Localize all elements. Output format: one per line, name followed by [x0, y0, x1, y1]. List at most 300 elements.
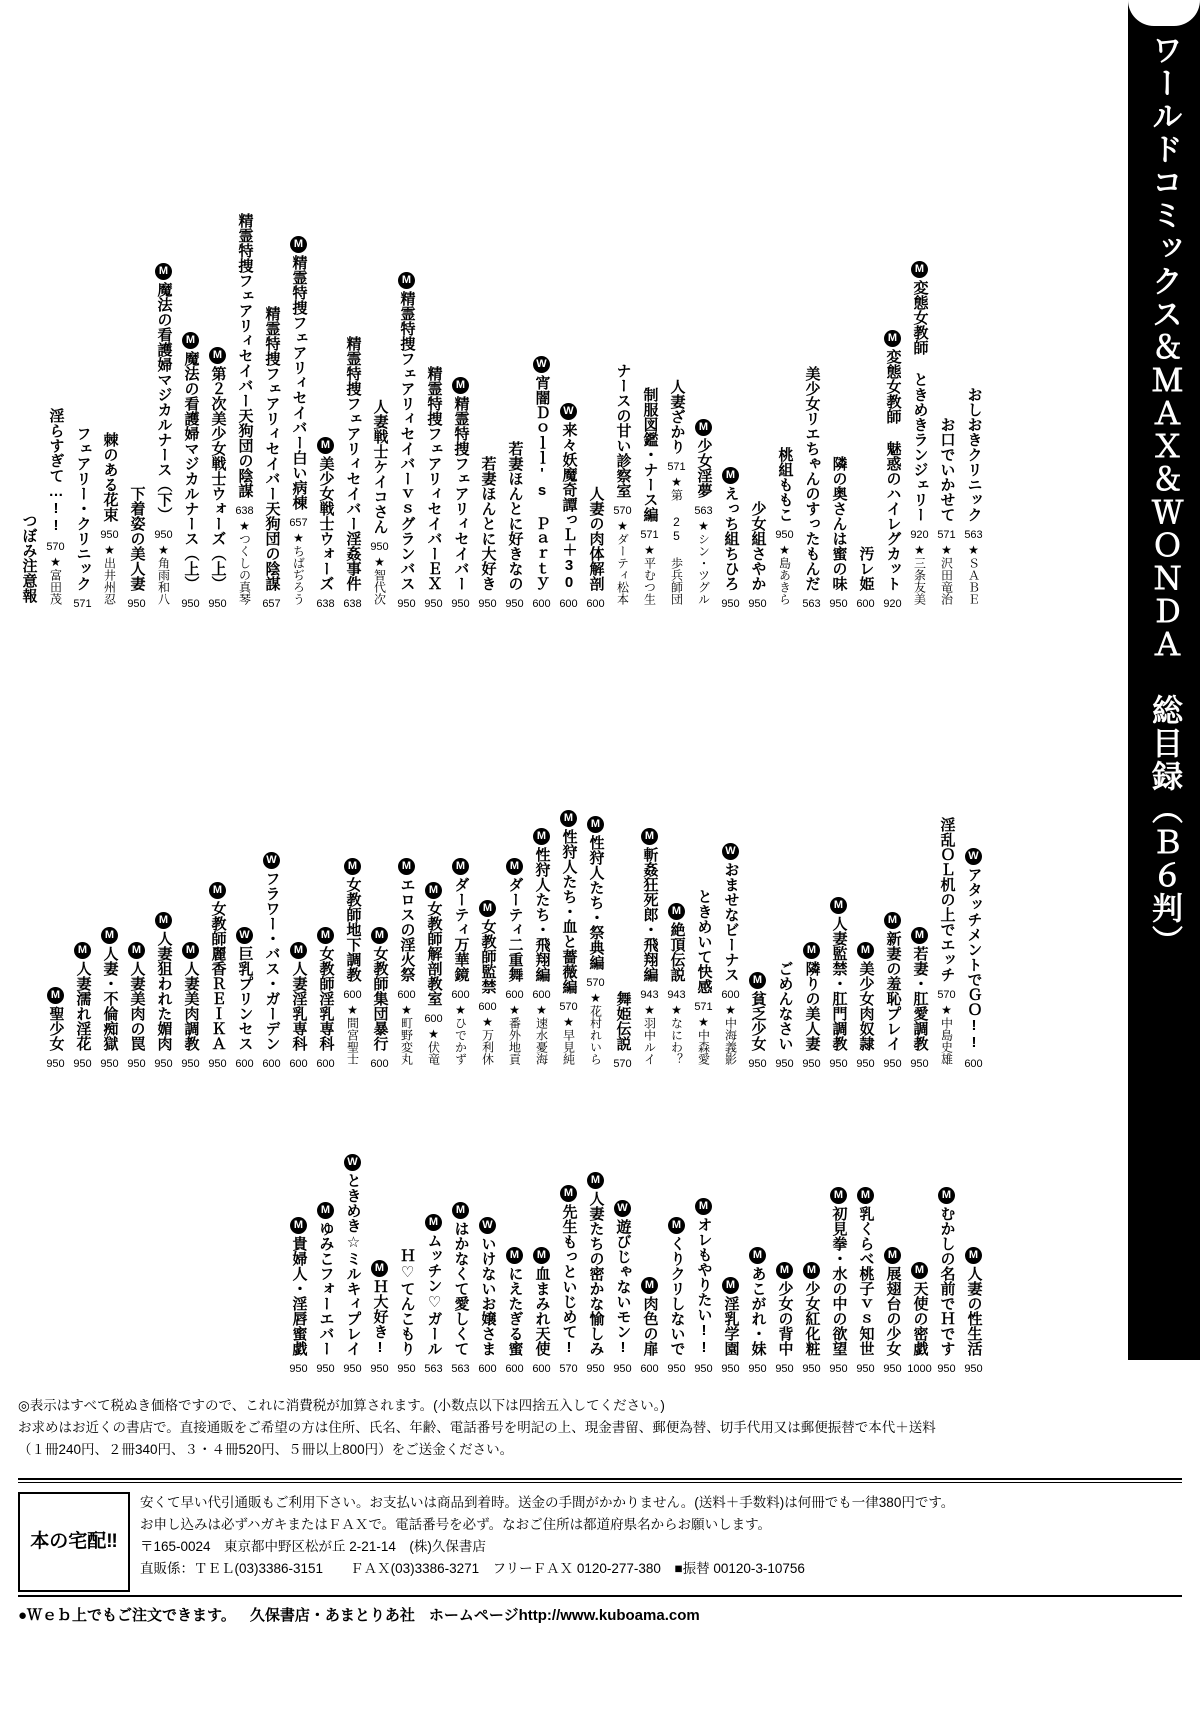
- book-title: 変態女教師 ときめきランジェリー: [911, 280, 929, 522]
- book-title: 乳くらべ桃子ｖｓ知世: [857, 1206, 875, 1356]
- author-name: ★ひでかず: [453, 1003, 468, 1065]
- book-title: ゆみこフォーエバー: [317, 1221, 335, 1356]
- book-price: 950: [289, 1363, 308, 1375]
- catalog-entry: [96, 413, 123, 610]
- catalog-entry: [42, 389, 69, 610]
- book-title: アタッチメントでＧＯ!!: [965, 867, 983, 1051]
- book-price: 950: [208, 1058, 227, 1070]
- book-title: 性狩人たち・飛翔編: [533, 847, 551, 982]
- publisher-mark-icon: M: [560, 1185, 577, 1202]
- book-price: 563: [964, 529, 983, 541]
- publisher-mark-icon: M: [398, 272, 415, 289]
- book-price: 600: [262, 1058, 281, 1070]
- book-price: 600: [532, 989, 551, 1001]
- catalog-section-3: [0, 1075, 1030, 1375]
- catalog-entry: [285, 236, 312, 610]
- book-price: 600: [505, 989, 524, 1001]
- publisher-mark-icon: M: [695, 1198, 712, 1215]
- catalog-entry: [447, 1202, 474, 1375]
- catalog-entry: [150, 263, 177, 610]
- author-name: ★中島史雄: [939, 1003, 954, 1065]
- book-title: 貴婦人・淫唇蜜戯: [290, 1236, 308, 1356]
- book-price: 600: [640, 1363, 659, 1375]
- catalog-entry: [501, 858, 528, 1070]
- author-name: ★なにわ？: [669, 1003, 684, 1065]
- catalog-entry: [231, 194, 258, 610]
- book-price: 943: [640, 989, 659, 1001]
- book-price: 950: [181, 1058, 200, 1070]
- book-title: 第２次美少女戦士ウォーズ（上）: [209, 366, 227, 591]
- publisher-mark-icon: [776, 428, 793, 445]
- publisher-mark-icon: [614, 972, 631, 989]
- publisher-mark-icon: [803, 347, 820, 364]
- book-title: 淫らすぎて…!!: [47, 408, 65, 534]
- book-title: 淫乳学園: [722, 1296, 740, 1356]
- catalog-entry: [42, 987, 69, 1070]
- publisher-mark-icon: M: [938, 1187, 955, 1204]
- publisher-mark-icon: M: [911, 927, 928, 944]
- catalog-entry: [393, 858, 420, 1070]
- book-price: 600: [451, 989, 470, 1001]
- book-title: 少女淫夢: [695, 438, 713, 498]
- catalog-entry: [879, 330, 906, 610]
- catalog-entry: [798, 1262, 825, 1375]
- author-name: ★番外地貢: [507, 1003, 522, 1065]
- catalog-entry: [582, 1172, 609, 1375]
- book-price: 950: [829, 1363, 848, 1375]
- publisher-mark-icon: M: [695, 419, 712, 436]
- catalog-entry: [447, 858, 474, 1070]
- publisher-mark-icon: M: [425, 882, 442, 899]
- book-price: 657: [262, 598, 281, 610]
- catalog-entry: [528, 1247, 555, 1375]
- book-title: 人妻戦士ケイコさん: [371, 399, 389, 534]
- book-price: 920: [910, 529, 929, 541]
- book-price: 950: [937, 1363, 956, 1375]
- book-price: 950: [451, 598, 470, 610]
- book-price: 570: [937, 989, 956, 1001]
- book-price: 600: [478, 1363, 497, 1375]
- legal-line-2: お求めはお近くの書店で。直接通販をご希望の方は住所、氏名、年齢、電話番号を明記の上、現金書留、郵便為替、切手代用又は郵便振替で本代＋送料: [18, 1420, 936, 1435]
- publisher-mark-icon: [371, 380, 388, 397]
- catalog-entry: [906, 261, 933, 610]
- book-title: 精霊特捜フェアリィセイバー淫姦事件: [344, 336, 362, 591]
- book-title: 精霊特捜フェアリィセイバーＥＸ: [425, 366, 443, 591]
- book-title: 血まみれ天使: [533, 1266, 551, 1356]
- catalog-entry: [609, 972, 636, 1070]
- publisher-mark-icon: W: [344, 1154, 361, 1171]
- book-title: 女教師解剖教室: [425, 901, 443, 1006]
- publisher-mark-icon: M: [452, 377, 469, 394]
- book-title: あこがれ・妹: [749, 1266, 767, 1356]
- publisher-mark-icon: M: [182, 942, 199, 959]
- book-title: 女教師監禁: [479, 919, 497, 994]
- book-title: 人妻の肉体解剖: [587, 486, 605, 591]
- book-price: 600: [478, 1001, 497, 1013]
- book-price: 950: [883, 1363, 902, 1375]
- book-price: 950: [613, 1363, 632, 1375]
- book-title: 女教師地下調教: [344, 877, 362, 982]
- author-name: ★早見純: [561, 1015, 576, 1065]
- delivery-contact: 直販係：ＴＥＬ(03)3386-3151 ＦＡＸ(03)3386-3271 フリーＦＡＸ 0120-277-380 ■振替 00120-3-10756: [140, 1561, 805, 1576]
- catalog-entry: [852, 527, 879, 610]
- book-title: ときめいて快感: [695, 889, 713, 994]
- book-title: 絶頂伝説: [668, 922, 686, 982]
- publisher-mark-icon: M: [209, 882, 226, 899]
- catalog-entry: [204, 882, 231, 1070]
- publisher-mark-icon: [641, 368, 658, 385]
- book-title: にえたぎる蜜: [506, 1266, 524, 1356]
- catalog-entry: [852, 942, 879, 1070]
- book-title: お口でいかせて: [938, 417, 956, 522]
- book-price: 563: [424, 1363, 443, 1375]
- author-name: ★町野変丸: [399, 1003, 414, 1065]
- catalog-entry: [960, 1247, 987, 1375]
- publisher-mark-icon: [236, 194, 253, 211]
- book-price: 563: [451, 1363, 470, 1375]
- catalog-entry: [636, 368, 663, 610]
- catalog-entry: [852, 1187, 879, 1375]
- author-name: ★羽中ルイ: [642, 1003, 657, 1065]
- publisher-mark-icon: M: [776, 1262, 793, 1279]
- catalog-entry: [285, 1217, 312, 1375]
- publisher-mark-icon: W: [263, 852, 280, 869]
- publisher-mark-icon: [74, 407, 91, 424]
- home-delivery-badge: 本の宅配‼: [18, 1492, 130, 1592]
- footer-homepage[interactable]: ホームページhttp://www.kuboama.com: [428, 1607, 700, 1624]
- book-title: ムッチン♡ガール: [425, 1233, 443, 1356]
- publisher-mark-icon: M: [857, 1187, 874, 1204]
- book-title: 少女組さやか: [749, 501, 767, 591]
- book-title: 淫乱ＯＬ机の上でエッチ: [938, 817, 956, 982]
- catalog-entry: [312, 437, 339, 610]
- author-name: ★角雨和八: [156, 543, 171, 605]
- publisher-mark-icon: M: [749, 972, 766, 989]
- book-title: 変態女教師 魅惑のハイレグカット: [884, 349, 902, 591]
- book-title: 人妻の性生活: [965, 1266, 983, 1356]
- publisher-mark-icon: M: [290, 1217, 307, 1234]
- catalog-entry: [609, 1200, 636, 1375]
- catalog-entry: [825, 437, 852, 610]
- catalog-entry: [393, 1229, 420, 1375]
- publisher-mark-icon: M: [155, 912, 172, 929]
- book-title: 人妻たちの密かな愉しみ: [587, 1191, 605, 1356]
- publisher-mark-icon: M: [371, 1260, 388, 1277]
- publisher-mark-icon: M: [830, 1187, 847, 1204]
- publisher-mark-icon: W: [533, 356, 550, 373]
- publisher-mark-icon: [668, 360, 685, 377]
- catalog-entry: [744, 1247, 771, 1375]
- catalog-entry: [339, 858, 366, 1070]
- publisher-mark-icon: M: [533, 1247, 550, 1264]
- book-title: ダーティ万華鏡: [452, 877, 470, 982]
- author-name: ★万利休: [480, 1015, 495, 1065]
- publisher-mark-icon: M: [290, 942, 307, 959]
- catalog-entry: [15, 494, 42, 610]
- book-price: 571: [73, 598, 92, 610]
- author-name: ★間宮聖士: [345, 1003, 360, 1065]
- book-price: 950: [775, 1058, 794, 1070]
- book-title: 新妻の羞恥プレイ: [884, 931, 902, 1051]
- book-price: 570: [613, 1058, 632, 1070]
- publisher-mark-icon: W: [560, 403, 577, 420]
- catalog-entry: [339, 1154, 366, 1375]
- book-title: 若妻ほんとに好きなの: [506, 441, 524, 591]
- book-price: 920: [883, 598, 902, 610]
- publisher-mark-icon: M: [668, 1217, 685, 1234]
- book-title: 初見拳・水の中の欲望: [830, 1206, 848, 1356]
- book-title: 若妻ほんとに大好き: [479, 456, 497, 591]
- publisher-mark-icon: M: [722, 1277, 739, 1294]
- book-price: 950: [100, 1058, 119, 1070]
- catalog-entry: [285, 942, 312, 1070]
- catalog-entry: [744, 972, 771, 1070]
- publisher-mark-icon: M: [452, 1202, 469, 1219]
- book-title: 魔法の看護婦マジカルナース（上）: [182, 351, 200, 591]
- publisher-mark-icon: M: [128, 942, 145, 959]
- publisher-mark-icon: [614, 344, 631, 361]
- book-price: 950: [856, 1058, 875, 1070]
- book-price: 638: [235, 505, 254, 517]
- book-title: 桃組ももこ: [776, 447, 794, 522]
- book-price: 950: [775, 529, 794, 541]
- book-title: 精霊特捜フェアリィセイバーｖｓグランバス: [398, 291, 416, 591]
- book-price: 950: [802, 1363, 821, 1375]
- book-title: 遊びじゃないモン!: [614, 1219, 632, 1356]
- book-title: 貧乏少女: [749, 991, 767, 1051]
- author-name: ★ちばぢろう: [291, 531, 306, 605]
- publisher-mark-icon: M: [344, 858, 361, 875]
- book-title: フェアリー・クリニック: [74, 426, 92, 591]
- book-title: フラワー・バス・ガーデン: [263, 871, 281, 1051]
- book-price: 950: [721, 598, 740, 610]
- book-price: 600: [505, 1363, 524, 1375]
- book-title: 隣りの美人妻: [803, 961, 821, 1051]
- book-title: 精霊特捜フェアリィセイバー: [452, 396, 470, 591]
- publisher-mark-icon: W: [965, 848, 982, 865]
- book-price: 600: [532, 598, 551, 610]
- catalog-entry: [204, 347, 231, 610]
- book-title: 少女の背中: [776, 1281, 794, 1356]
- catalog-entry: [366, 380, 393, 610]
- catalog-entry: [393, 272, 420, 610]
- book-price: 950: [208, 598, 227, 610]
- book-title: 精霊特捜フェアリィセイバー白い病棟: [290, 255, 308, 510]
- catalog-entry: [798, 347, 825, 610]
- book-price: 950: [748, 1363, 767, 1375]
- author-name: ★沢田竜治: [939, 543, 954, 605]
- publisher-mark-icon: M: [668, 903, 685, 920]
- catalog-entry: [150, 912, 177, 1070]
- publisher-mark-icon: M: [425, 1214, 442, 1231]
- book-title: 展翅台の少女: [884, 1266, 902, 1356]
- footer: [18, 1604, 1182, 1628]
- publisher-mark-icon: M: [317, 437, 334, 454]
- book-price: 950: [883, 1058, 902, 1070]
- book-title: ときめき☆ミルキィプレイ: [344, 1173, 362, 1356]
- publisher-mark-icon: M: [533, 828, 550, 845]
- book-title: 人妻美肉調教: [182, 961, 200, 1051]
- publisher-mark-icon: M: [911, 1262, 928, 1279]
- publisher-mark-icon: [830, 437, 847, 454]
- catalog-entry: [474, 1217, 501, 1375]
- book-price: 950: [748, 598, 767, 610]
- catalog-entry: [933, 798, 960, 1070]
- book-title: 汚レ姫: [857, 546, 875, 591]
- book-title: 若妻・肛愛調教: [911, 946, 929, 1051]
- book-price: 950: [748, 1058, 767, 1070]
- publisher-mark-icon: M: [911, 261, 928, 278]
- book-price: 950: [424, 598, 443, 610]
- book-price: 950: [181, 598, 200, 610]
- catalog-entry: [609, 344, 636, 610]
- publisher-mark-icon: W: [614, 1200, 631, 1217]
- publisher-mark-icon: M: [587, 1172, 604, 1189]
- publisher-mark-icon: M: [101, 927, 118, 944]
- publisher-mark-icon: M: [317, 927, 334, 944]
- catalog-entry: [96, 927, 123, 1070]
- book-title: 天使の密戯: [911, 1281, 929, 1356]
- author-name: ★シン・ツグル: [696, 519, 711, 605]
- book-title: エロスの淫火祭: [398, 877, 416, 982]
- book-title: いけないお嬢さま: [479, 1236, 497, 1356]
- catalog-entry: [771, 428, 798, 610]
- catalog-entry: [258, 852, 285, 1070]
- publisher-mark-icon: M: [155, 263, 172, 280]
- author-name: ★中森愛: [696, 1015, 711, 1065]
- publisher-mark-icon: M: [452, 858, 469, 875]
- catalog-entry: [123, 942, 150, 1070]
- book-price: 950: [694, 1363, 713, 1375]
- publisher-mark-icon: [938, 798, 955, 815]
- book-title: 美少女肉奴隷: [857, 961, 875, 1051]
- catalog-entry: [933, 1187, 960, 1375]
- publisher-mark-icon: M: [290, 236, 307, 253]
- publisher-mark-icon: [20, 494, 37, 511]
- author-name: ★つくしの真琴: [237, 519, 252, 605]
- book-title: 美少女戦士ウォーズ: [317, 456, 335, 591]
- book-price: 950: [397, 1363, 416, 1375]
- catalog-entry: [906, 927, 933, 1070]
- footer-web-note: ●Ｗｅｂ上でもご注文できます。: [18, 1607, 236, 1624]
- book-title: 肉色の扉: [641, 1296, 659, 1356]
- catalog-entry: [501, 1247, 528, 1375]
- book-title: ごめんなさい: [776, 961, 794, 1051]
- catalog-entry: [717, 467, 744, 610]
- publisher-mark-icon: [128, 467, 145, 484]
- catalog-entry: [528, 828, 555, 1070]
- book-price: 950: [370, 1363, 389, 1375]
- publisher-mark-icon: M: [182, 332, 199, 349]
- book-price: 571: [667, 461, 686, 473]
- author-name: ★智代次: [372, 555, 387, 605]
- book-price: 950: [829, 598, 848, 610]
- book-price: 571: [640, 529, 659, 541]
- catalog-entry: [69, 942, 96, 1070]
- book-price: 600: [532, 1363, 551, 1375]
- book-title: ナースの甘い診察室: [614, 363, 632, 498]
- book-price: 563: [802, 598, 821, 610]
- catalog-entry: [879, 912, 906, 1070]
- author-name: ★ダーティ松本: [615, 519, 630, 605]
- catalog-entry: [690, 419, 717, 610]
- catalog-entry: [177, 332, 204, 610]
- book-title: つぼみ注意報: [20, 513, 38, 603]
- author-name: ★伏竜: [426, 1027, 441, 1065]
- catalog-entry: [825, 897, 852, 1070]
- vertical-title-banner: [1128, 0, 1200, 1360]
- catalog-entry: [879, 1247, 906, 1375]
- publisher-mark-icon: M: [641, 1277, 658, 1294]
- publisher-mark-icon: [263, 287, 280, 304]
- book-title: 斬姦狂死郎・飛翔編: [641, 847, 659, 982]
- catalog-entry: [69, 407, 96, 610]
- divider-rule-bottom: [18, 1595, 1182, 1597]
- publisher-mark-icon: [398, 1229, 415, 1246]
- book-title: 人妻ざかり: [668, 379, 686, 454]
- book-title: おませなビーナス: [722, 862, 740, 982]
- publisher-mark-icon: M: [398, 858, 415, 875]
- book-price: 600: [721, 989, 740, 1001]
- book-price: 950: [829, 1058, 848, 1070]
- publisher-mark-icon: M: [74, 942, 91, 959]
- publisher-mark-icon: [965, 368, 982, 385]
- book-title: えっち組ちひろ: [722, 486, 740, 591]
- book-price: 563: [694, 505, 713, 517]
- book-price: 600: [586, 598, 605, 610]
- catalog-entry: [771, 1262, 798, 1375]
- catalog-entry: [258, 287, 285, 610]
- book-price: 950: [127, 598, 146, 610]
- book-title: 先生もっといじめて!: [560, 1204, 578, 1356]
- book-title: 美少女リエちゃんのすったもんだ: [803, 366, 821, 591]
- book-title: 人妻濡れ淫花: [74, 961, 92, 1051]
- book-title: 魔法の看護婦マジカルナース（下）: [155, 282, 173, 522]
- publisher-mark-icon: M: [884, 1247, 901, 1264]
- book-title: 隣の奥さんは蜜の味: [830, 456, 848, 591]
- book-price: 600: [235, 1058, 254, 1070]
- book-price: 571: [694, 1001, 713, 1013]
- publisher-mark-icon: [425, 347, 442, 364]
- book-price: 950: [100, 529, 119, 541]
- catalog-entry: [420, 882, 447, 1070]
- publisher-mark-icon: W: [236, 927, 253, 944]
- book-price: 943: [667, 989, 686, 1001]
- publisher-mark-icon: [776, 942, 793, 959]
- book-title: 精霊特捜フェアリィセイバー天狗団の陰謀: [263, 306, 281, 591]
- author-name: ★ＳＡＢＥ: [966, 543, 981, 605]
- author-name: ★島あきら: [777, 543, 792, 605]
- book-price: 600: [424, 1013, 443, 1025]
- catalog-entry: [555, 1185, 582, 1375]
- book-price: 950: [343, 1363, 362, 1375]
- book-price: 950: [775, 1363, 794, 1375]
- catalog-entry: [339, 317, 366, 610]
- publisher-mark-icon: [479, 437, 496, 454]
- publisher-mark-icon: [506, 422, 523, 439]
- publisher-mark-icon: [938, 398, 955, 415]
- book-title: 棘のある花束: [101, 432, 119, 522]
- author-name: ★花村れいら: [588, 991, 603, 1065]
- book-title: 性狩人たち・血と薔薇編: [560, 829, 578, 994]
- book-title: おしおきクリニック: [965, 387, 983, 522]
- book-price: 570: [559, 1001, 578, 1013]
- catalog-section-2: [0, 620, 1030, 1070]
- book-title: 精霊特捜フェアリィセイバー天狗団の陰謀: [236, 213, 254, 498]
- book-price: 950: [127, 1058, 146, 1070]
- book-price: 570: [613, 505, 632, 517]
- publisher-mark-icon: M: [830, 897, 847, 914]
